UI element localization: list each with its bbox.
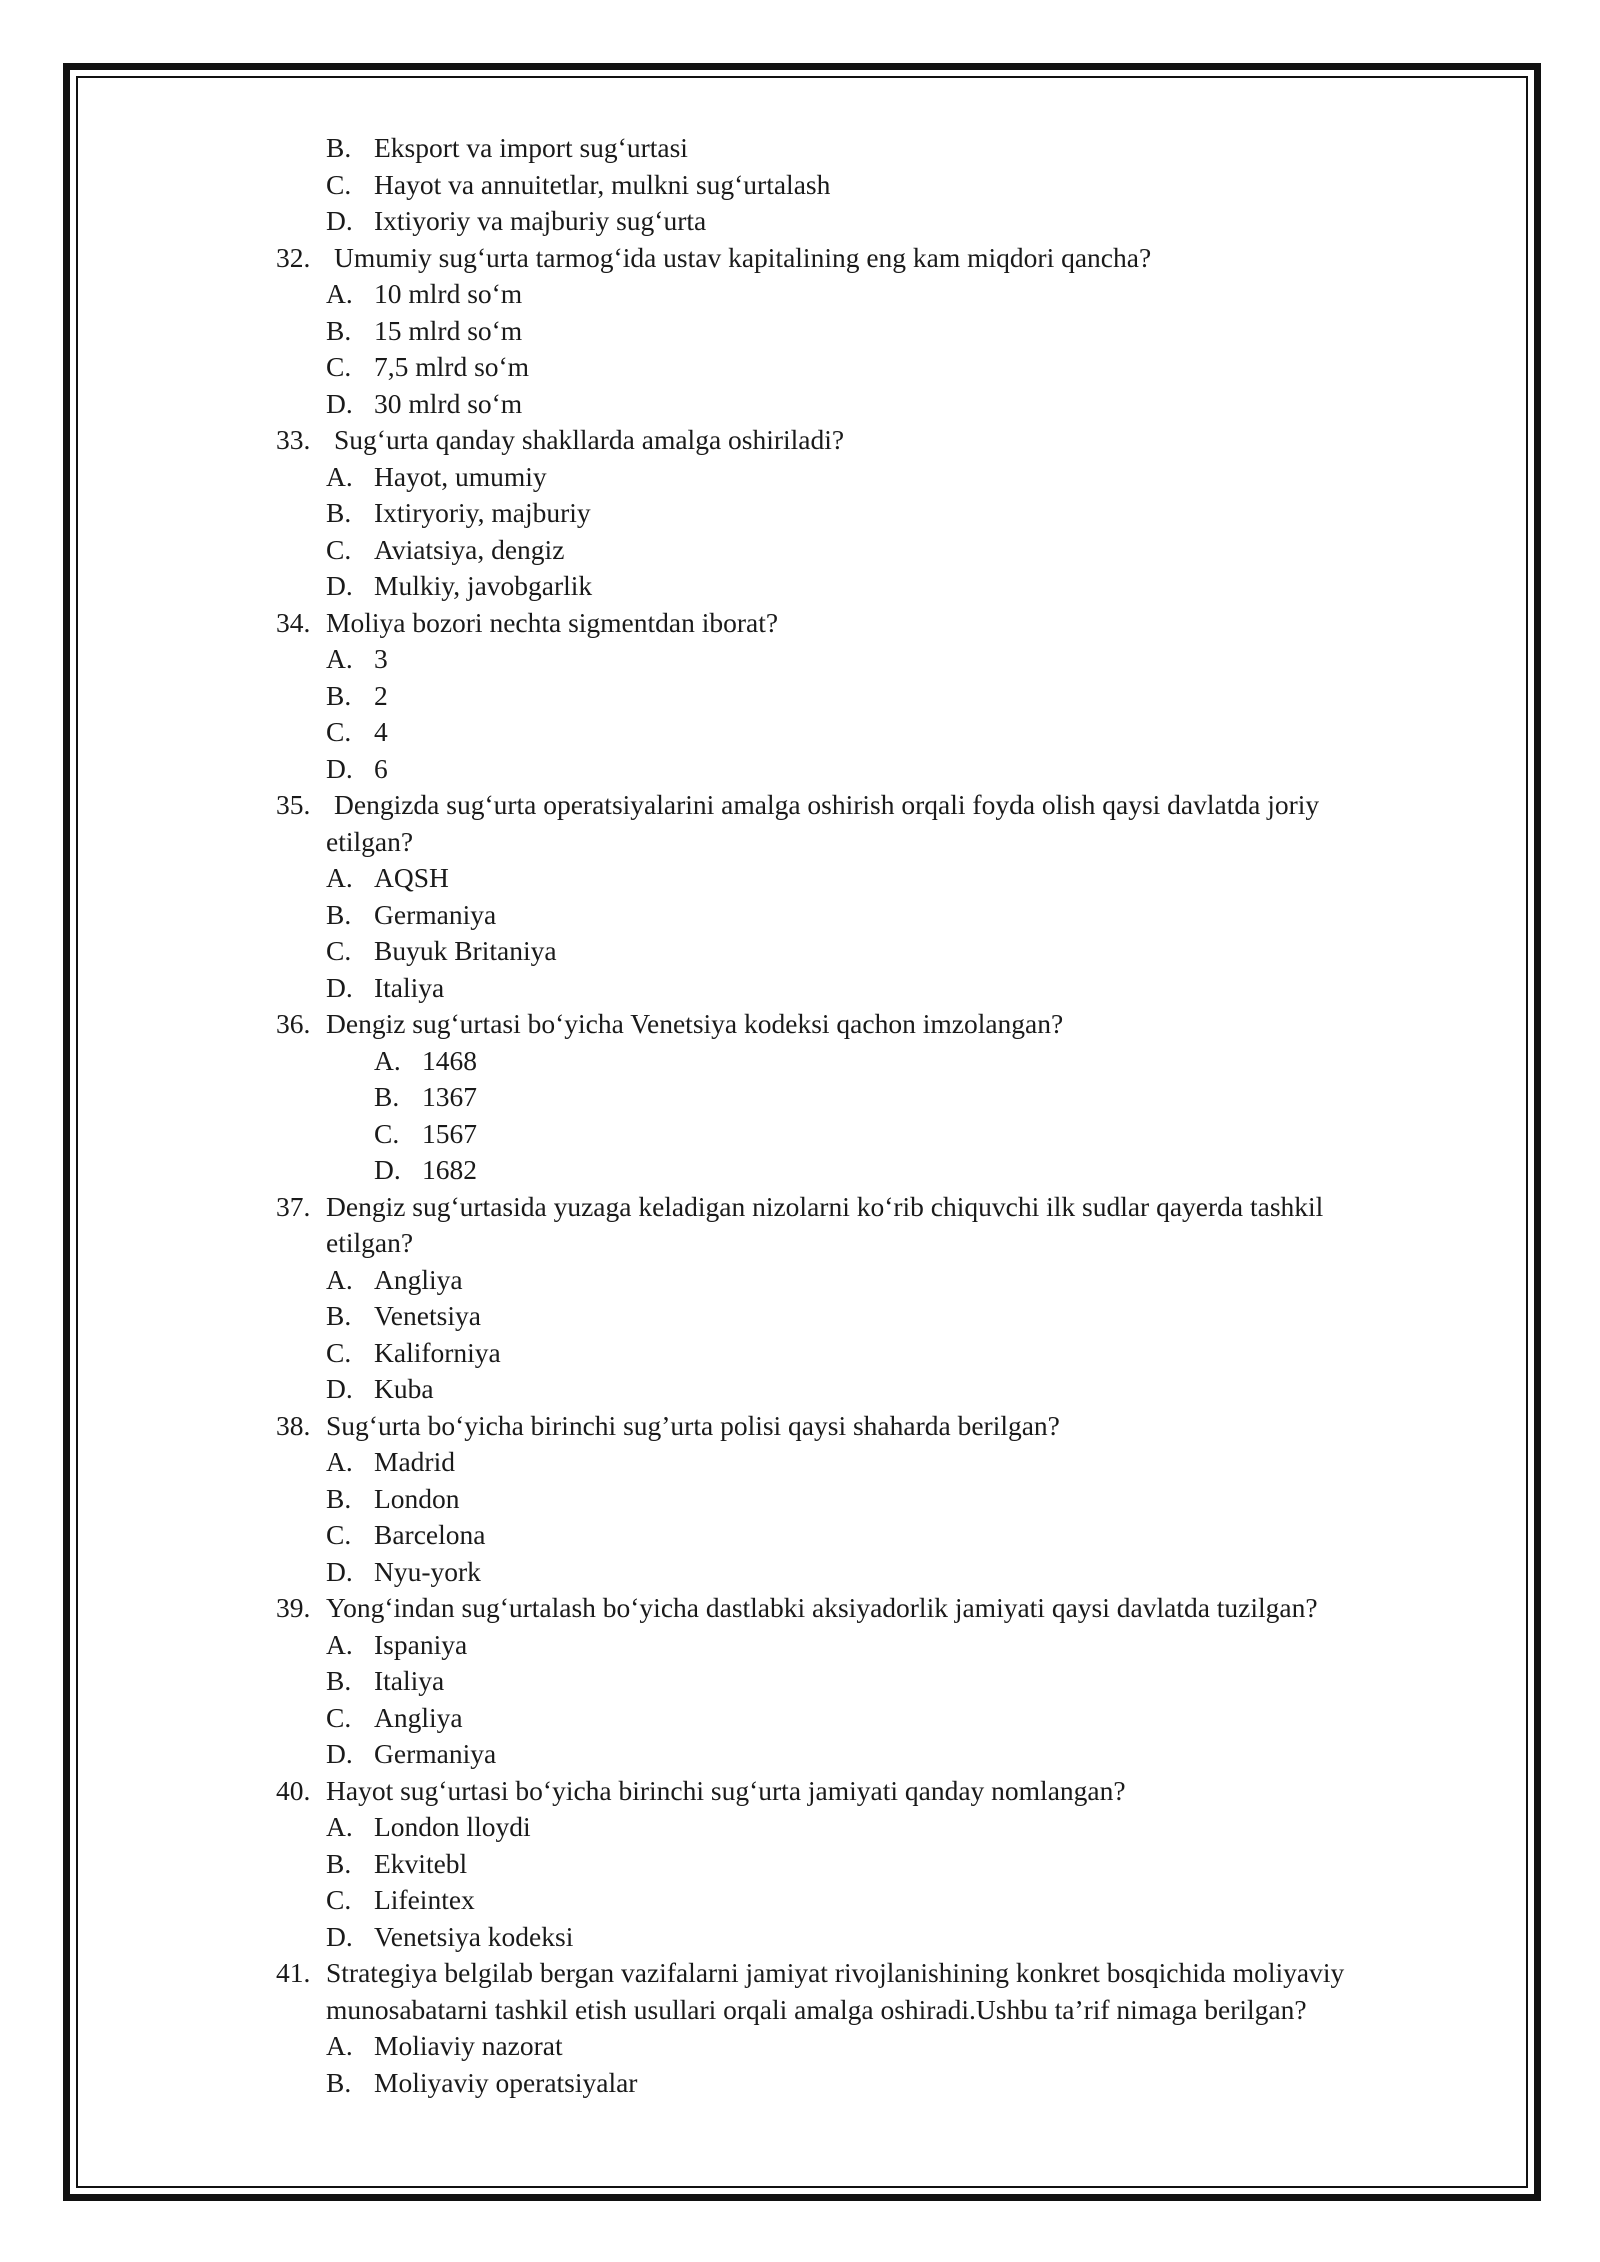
option-letter: D. xyxy=(326,752,353,784)
option-letter: B. xyxy=(326,314,352,346)
option-row xyxy=(0,1481,1600,1518)
option-text: 3 xyxy=(374,643,388,674)
option-letter: D. xyxy=(326,570,353,601)
option-letter: A. xyxy=(326,2030,353,2061)
option-text: 1468 xyxy=(422,1044,477,1076)
question-continuation xyxy=(0,824,1600,861)
option-text: London lloydi xyxy=(374,1811,531,1842)
option-text: Venetsiya xyxy=(374,1300,481,1331)
option-text: Ixtiryoriy, majburiy xyxy=(374,497,591,528)
option-letter: C. xyxy=(326,1336,352,1368)
option-text: 1682 xyxy=(422,1154,477,1185)
option-letter: C. xyxy=(326,935,352,966)
question-text: Hayot sug‘urtasi bo‘yicha birinchi sug‘urta jamiyati qanday nomlangan? xyxy=(326,1774,1126,1806)
option-text: 6 xyxy=(374,752,388,784)
option-text: Nyu-york xyxy=(374,1555,481,1587)
option-text: Aviatsiya, dengiz xyxy=(374,533,565,565)
option-letter: A. xyxy=(374,1044,401,1076)
option-row xyxy=(0,678,1600,715)
option-row xyxy=(0,130,1600,167)
option-row xyxy=(0,495,1600,532)
question-number: 40. xyxy=(276,1774,311,1806)
option-row xyxy=(0,313,1600,350)
option-text: Mulkiy, javobgarlik xyxy=(374,570,593,601)
question-text: Yong‘indan sug‘urtalash bo‘yicha dastlabki aksiyadorlik jamiyati qaysi davlatda tuzilgan? xyxy=(326,1592,1318,1623)
question-text: Sug‘urta bo‘yicha birinchi sug’urta polisi qaysi shaharda berilgan? xyxy=(326,1409,1060,1441)
option-letter: B. xyxy=(326,679,352,711)
question-text: munosabatarni tashkil etish usullari orqali amalga oshiradi.Ushbu ta’rif nimaga berilgan? xyxy=(326,1993,1307,2025)
option-text: Angliya xyxy=(374,1263,463,1295)
option-letter: C. xyxy=(326,533,352,565)
question-text: etilgan? xyxy=(326,825,414,857)
option-row xyxy=(0,532,1600,569)
question-number: 35. xyxy=(276,789,311,820)
option-text: Barcelona xyxy=(374,1519,486,1550)
question-row xyxy=(0,787,1600,824)
option-letter: A. xyxy=(326,862,353,893)
option-text: 1567 xyxy=(422,1117,477,1149)
option-row xyxy=(0,2028,1600,2065)
option-row xyxy=(0,1298,1600,1335)
question-row xyxy=(0,1189,1600,1226)
option-text: Germaniya xyxy=(374,1738,497,1769)
option-letter: B. xyxy=(326,1300,352,1331)
option-letter: D. xyxy=(326,1920,353,1952)
option-letter: A. xyxy=(326,1811,353,1842)
option-row xyxy=(0,1116,1600,1153)
option-row xyxy=(0,2065,1600,2102)
option-row xyxy=(0,1627,1600,1664)
option-letter: D. xyxy=(326,387,353,419)
option-text: Ekvitebl xyxy=(374,1847,468,1879)
option-letter: C. xyxy=(326,351,352,382)
question-number: 38. xyxy=(276,1409,311,1441)
option-letter: B. xyxy=(326,2066,352,2098)
option-row xyxy=(0,1846,1600,1883)
option-row xyxy=(0,1444,1600,1481)
option-letter: D. xyxy=(326,971,353,1003)
question-list xyxy=(0,130,1600,2101)
option-letter: C. xyxy=(326,1884,352,1915)
option-row xyxy=(0,1335,1600,1372)
option-letter: B. xyxy=(326,132,352,163)
option-text: 10 mlrd so‘m xyxy=(374,278,523,309)
option-text: Italiya xyxy=(374,1665,445,1696)
option-letter: D. xyxy=(326,1555,353,1587)
question-continuation xyxy=(0,1992,1600,2029)
option-letter: C. xyxy=(326,1519,352,1550)
option-text: 4 xyxy=(374,716,388,747)
option-row xyxy=(0,641,1600,678)
option-row xyxy=(0,1262,1600,1299)
option-row xyxy=(0,568,1600,605)
option-letter: A. xyxy=(326,1446,353,1477)
question-text: Dengiz sug‘urtasi bo‘yicha Venetsiya kodeksi qachon imzolangan? xyxy=(326,1008,1064,1039)
option-letter: B. xyxy=(326,898,352,930)
option-text: Madrid xyxy=(374,1446,455,1477)
question-text: Dengizda sug‘urta operatsiyalarini amalga oshirish orqali foyda olish qaysi davlatda joriy xyxy=(334,789,1320,820)
question-number: 36. xyxy=(276,1008,311,1039)
option-text: Hayot, umumiy xyxy=(374,460,547,492)
option-letter: D. xyxy=(326,205,353,236)
option-letter: B. xyxy=(326,497,352,528)
question-text: Moliya bozori nechta sigmentdan iborat? xyxy=(326,606,779,638)
option-letter: B. xyxy=(326,1665,352,1696)
option-row xyxy=(0,1079,1600,1116)
option-letter: B. xyxy=(326,1847,352,1879)
question-row xyxy=(0,605,1600,642)
option-row xyxy=(0,1043,1600,1080)
option-row xyxy=(0,386,1600,423)
option-text: Angliya xyxy=(374,1701,463,1733)
option-text: Venetsiya kodeksi xyxy=(374,1920,574,1952)
option-row xyxy=(0,714,1600,751)
question-row xyxy=(0,1955,1600,1992)
option-row xyxy=(0,276,1600,313)
question-number: 34. xyxy=(276,606,311,638)
option-text: Moliaviy nazorat xyxy=(374,2030,563,2061)
option-text: 15 mlrd so‘m xyxy=(374,314,523,346)
option-text: AQSH xyxy=(374,862,449,893)
option-text: Kuba xyxy=(374,1373,434,1404)
option-letter: C. xyxy=(326,168,352,200)
option-row xyxy=(0,1809,1600,1846)
question-row xyxy=(0,240,1600,277)
option-text: 1367 xyxy=(422,1081,477,1112)
option-row xyxy=(0,897,1600,934)
question-row xyxy=(0,422,1600,459)
option-letter: D. xyxy=(326,1738,353,1769)
option-text: Hayot va annuitetlar, mulkni sug‘urtalash xyxy=(374,168,831,200)
option-letter: A. xyxy=(326,643,353,674)
option-letter: C. xyxy=(326,1701,352,1733)
option-text: Kaliforniya xyxy=(374,1336,501,1368)
option-row xyxy=(0,1554,1600,1591)
question-text: Dengiz sug‘urtasida yuzaga keladigan nizolarni ko‘rib chiquvchi ilk sudlar qayerda tashkil xyxy=(326,1190,1324,1222)
question-text: etilgan? xyxy=(326,1227,414,1258)
option-row xyxy=(0,1663,1600,1700)
option-row xyxy=(0,1152,1600,1189)
option-row xyxy=(0,167,1600,204)
option-row xyxy=(0,1517,1600,1554)
question-row xyxy=(0,1590,1600,1627)
question-number: 41. xyxy=(276,1957,311,1988)
question-row xyxy=(0,1773,1600,1810)
option-letter: A. xyxy=(326,1263,353,1295)
option-text: Italiya xyxy=(374,971,445,1003)
option-row xyxy=(0,970,1600,1007)
option-letter: D. xyxy=(326,1373,353,1404)
option-row xyxy=(0,860,1600,897)
question-row xyxy=(0,1006,1600,1043)
question-text: Umumiy sug‘urta tarmog‘ida ustav kapitalining eng kam miqdori qancha? xyxy=(334,241,1152,273)
option-letter: B. xyxy=(374,1081,400,1112)
option-letter: A. xyxy=(326,460,353,492)
question-number: 33. xyxy=(276,424,311,455)
question-text: Strategiya belgilab bergan vazifalarni jamiyat rivojlanishining konkret bosqichida moliyaviy xyxy=(326,1957,1345,1988)
question-row xyxy=(0,1408,1600,1445)
option-text: Buyuk Britaniya xyxy=(374,935,557,966)
option-text: Moliyaviy operatsiyalar xyxy=(374,2066,638,2098)
option-text: Ixtiyoriy va majburiy sug‘urta xyxy=(374,205,707,236)
option-letter: A. xyxy=(326,1628,353,1660)
option-text: London xyxy=(374,1482,460,1514)
option-row xyxy=(0,751,1600,788)
option-row xyxy=(0,203,1600,240)
option-row xyxy=(0,1371,1600,1408)
option-row xyxy=(0,1919,1600,1956)
option-text: 2 xyxy=(374,679,388,711)
question-continuation xyxy=(0,1225,1600,1262)
option-row xyxy=(0,1736,1600,1773)
question-number: 39. xyxy=(276,1592,311,1623)
option-letter: D. xyxy=(374,1154,401,1185)
question-number: 32. xyxy=(276,241,311,273)
option-text: Eksport va import sug‘urtasi xyxy=(374,132,688,163)
option-text: 30 mlrd so‘m xyxy=(374,387,523,419)
option-letter: B. xyxy=(326,1482,352,1514)
option-row xyxy=(0,1700,1600,1737)
option-row xyxy=(0,1882,1600,1919)
option-text: Ispaniya xyxy=(374,1628,468,1660)
option-row xyxy=(0,933,1600,970)
question-number: 37. xyxy=(276,1190,311,1222)
option-text: Germaniya xyxy=(374,898,497,930)
question-text: Sug‘urta qanday shakllarda amalga oshiriladi? xyxy=(334,424,845,455)
option-text: Lifeintex xyxy=(374,1884,475,1915)
option-row xyxy=(0,349,1600,386)
option-letter: A. xyxy=(326,278,353,309)
option-letter: C. xyxy=(326,716,352,747)
option-letter: C. xyxy=(374,1117,400,1149)
option-text: 7,5 mlrd so‘m xyxy=(374,351,530,382)
option-row xyxy=(0,459,1600,496)
